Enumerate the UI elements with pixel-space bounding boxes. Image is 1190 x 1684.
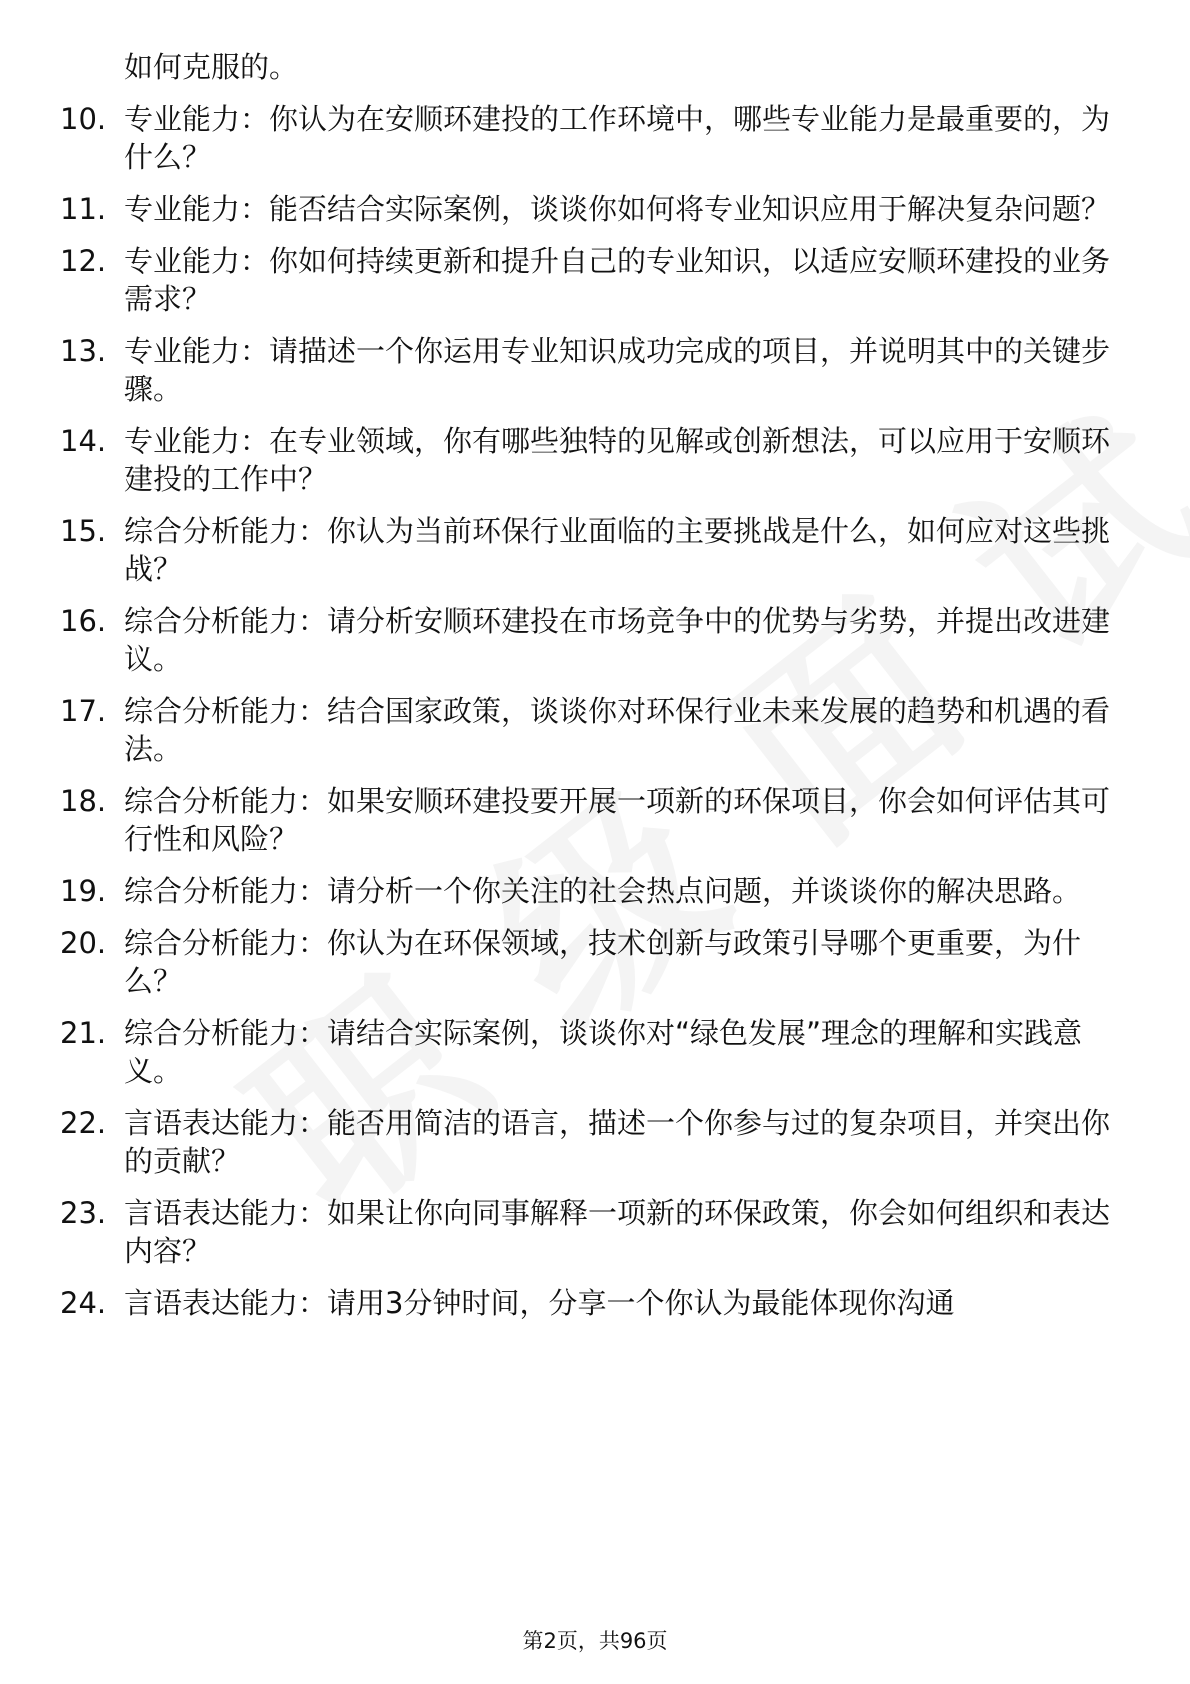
question-text: 专业能力：你认为在安顺环建投的工作环境中，哪些专业能力是最重要的，为什么？ [124,102,1111,174]
page-footer: 第2页，共96页 [522,1629,668,1653]
question-number: 12. [60,244,107,278]
question-number: 18. [60,784,107,818]
question-text: 综合分析能力：你认为在环保领域，技术创新与政策引导哪个更重要，为什么？ [124,926,1082,998]
question-number: 14. [60,424,107,458]
question-text: 综合分析能力：结合国家政策，谈谈你对环保行业未来发展的趋势和机遇的看法。 [124,694,1111,766]
question-item [60,1104,1130,1180]
question-text: 综合分析能力：请分析安顺环建投在市场竞争中的优势与劣势，并提出改进建议。 [124,604,1111,676]
question-text: 综合分析能力：请结合实际案例，谈谈你对“绿色发展”理念的理解和实践意义。 [124,1016,1083,1088]
question-number: 11. [60,192,107,226]
question-text: 言语表达能力：请用3分钟时间，分享一个你认为最能体现你沟通 [124,1286,955,1320]
question-number: 20. [60,926,107,960]
question-text: 言语表达能力：能否用简洁的语言，描述一个你参与过的复杂项目，并突出你的贡献？ [124,1106,1111,1178]
question-text: 言语表达能力：如果让你向同事解释一项新的环保政策，你会如何组织和表达内容？ [124,1196,1111,1268]
question-item [60,190,1130,228]
question-text: 专业能力：能否结合实际案例，谈谈你如何将专业知识应用于解决复杂问题？ [124,192,1111,226]
question-text: 综合分析能力：请分析一个你关注的社会热点问题，并谈谈你的解决思路。 [124,874,1082,908]
question-text: 综合分析能力：你认为当前环保行业面临的主要挑战是什么，如何应对这些挑战？ [124,514,1111,586]
question-item [60,872,1130,910]
question-item [60,1014,1130,1090]
question-text: 综合分析能力：如果安顺环建投要开展一项新的环保项目，你会如何评估其可行性和风险？ [124,784,1111,856]
question-number: 22. [60,1106,107,1140]
question-item [60,242,1130,318]
question-content [60,48,1130,1336]
question-item [60,100,1130,176]
question-number: 10. [60,102,107,136]
question-item [60,512,1130,588]
question-text: 专业能力：你如何持续更新和提升自己的专业知识，以适应安顺环建投的业务需求？ [124,244,1111,316]
question-number: 13. [60,334,107,368]
question-item [60,422,1130,498]
question-item [60,692,1130,768]
question-text: 专业能力：在专业领域，你有哪些独特的见解或创新想法，可以应用于安顺环建投的工作中？ [124,424,1111,496]
question-list [60,100,1130,1322]
question-number: 17. [60,694,107,728]
question-item [60,602,1130,678]
question-item [60,924,1130,1000]
continuation-text: 如何克服的。 [124,50,299,84]
question-item [60,782,1130,858]
question-number: 15. [60,514,107,548]
question-number: 16. [60,604,107,638]
question-item [60,1284,1130,1322]
question-item [60,1194,1130,1270]
question-number: 24. [60,1286,107,1320]
question-number: 21. [60,1016,107,1050]
question-text: 专业能力：请描述一个你运用专业知识成功完成的项目，并说明其中的关键步骤。 [124,334,1111,406]
question-item [60,332,1130,408]
question-number: 23. [60,1196,107,1230]
question-number: 19. [60,874,107,908]
